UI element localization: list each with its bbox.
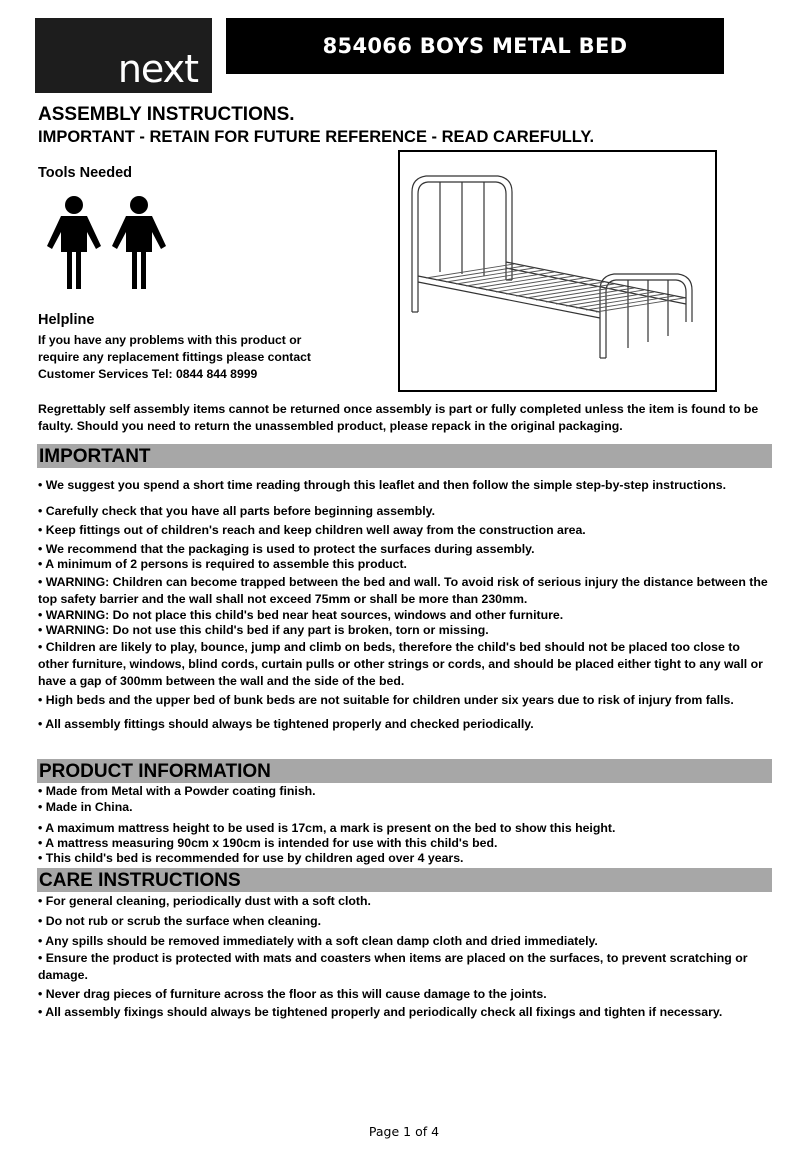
helpline-text: If you have any problems with this product or require any replacement fittings please contact Customer Services Tel: 0844 844 8999 [38, 333, 311, 381]
helpline-label: Helpline [38, 312, 95, 328]
list-item: • This child's bed is recommended for use by children aged over 4 years. [38, 851, 464, 865]
page-subheading: IMPORTANT - RETAIN FOR FUTURE REFERENCE - READ CAREFULLY. [38, 128, 595, 146]
list-item: • WARNING: Children can become trapped between the bed and wall. To avoid risk of serious injury the distance between the top safety barrier and the wall shall not exceed 75mm or shall be more than 230mm. [38, 575, 768, 606]
section-care-heading: CARE INSTRUCTIONS [37, 868, 772, 892]
tools-needed-label: Tools Needed [38, 165, 132, 181]
section-product-heading: PRODUCT INFORMATION [37, 759, 772, 783]
list-item: • A maximum mattress height to be used is 17cm, a mark is present on the bed to show this height. [38, 821, 616, 835]
bed-illustration [398, 150, 717, 392]
list-item: • Children are likely to play, bounce, jump and climb on beds, therefore the child's bed should not be placed too close to other furniture, windows, blind cords, curtain pulls or other strings or cords, and should be placed either tight to any wall or have a gap of 300mm between the wall and the side of the bed. [38, 640, 763, 688]
list-item: • A minimum of 2 persons is required to assemble this product. [38, 557, 407, 571]
section-important-heading: IMPORTANT [37, 444, 772, 468]
list-item: • For general cleaning, periodically dust with a soft cloth. [38, 894, 371, 908]
list-item: • Never drag pieces of furniture across the floor as this will cause damage to the joints. [38, 987, 547, 1001]
list-item: • We recommend that the packaging is used to protect the surfaces during assembly. [38, 542, 535, 556]
list-item: • A mattress measuring 90cm x 190cm is intended for use with this child's bed. [38, 836, 498, 850]
list-item: • Ensure the product is protected with mats and coasters when items are placed on the surfaces, to prevent scratching or damage. [38, 951, 748, 982]
brand-logo [35, 18, 212, 93]
list-item: • Made from Metal with a Powder coating finish. [38, 784, 316, 798]
list-item: • All assembly fixings should always be tightened properly and periodically check all fixings and tighten if necessary. [38, 1005, 723, 1019]
person-icon [43, 194, 105, 290]
list-item: • Made in China. [38, 800, 133, 814]
page-number: Page 1 of 4 [368, 1124, 440, 1139]
list-item: • Carefully check that you have all parts before beginning assembly. [38, 504, 436, 518]
list-item: • WARNING: Do not use this child's bed if any part is broken, torn or missing. [38, 623, 489, 637]
logo-text: next [117, 47, 198, 91]
list-item: • We suggest you spend a short time reading through this leaflet and then follow the simple step-by-step instructions. [38, 478, 726, 492]
list-item: • WARNING: Do not place this child's bed near heat sources, windows and other furniture. [38, 608, 564, 622]
list-item: • Keep fittings out of children's reach and keep children well away from the construction area. [38, 523, 586, 537]
list-item: • High beds and the upper bed of bunk beds are not suitable for children under six years due to risk of injury from falls. [38, 693, 734, 707]
list-item: • All assembly fittings should always be tightened properly and checked periodically. [38, 717, 534, 731]
person-icon [108, 194, 170, 290]
bed-drawing [400, 152, 711, 386]
list-item: • Do not rub or scrub the surface when cleaning. [38, 914, 322, 928]
list-item: • Any spills should be removed immediately with a soft clean damp cloth and dried immediately. [38, 934, 598, 948]
page-heading: ASSEMBLY INSTRUCTIONS. [38, 104, 295, 125]
returns-note: Regrettably self assembly items cannot be returned once assembly is part or fully completed unless the item is found to be faulty. Should you need to return the unassembled product, please repack in the original packaging. [38, 402, 759, 433]
product-title: 854066 BOYS METAL BED [226, 18, 724, 74]
